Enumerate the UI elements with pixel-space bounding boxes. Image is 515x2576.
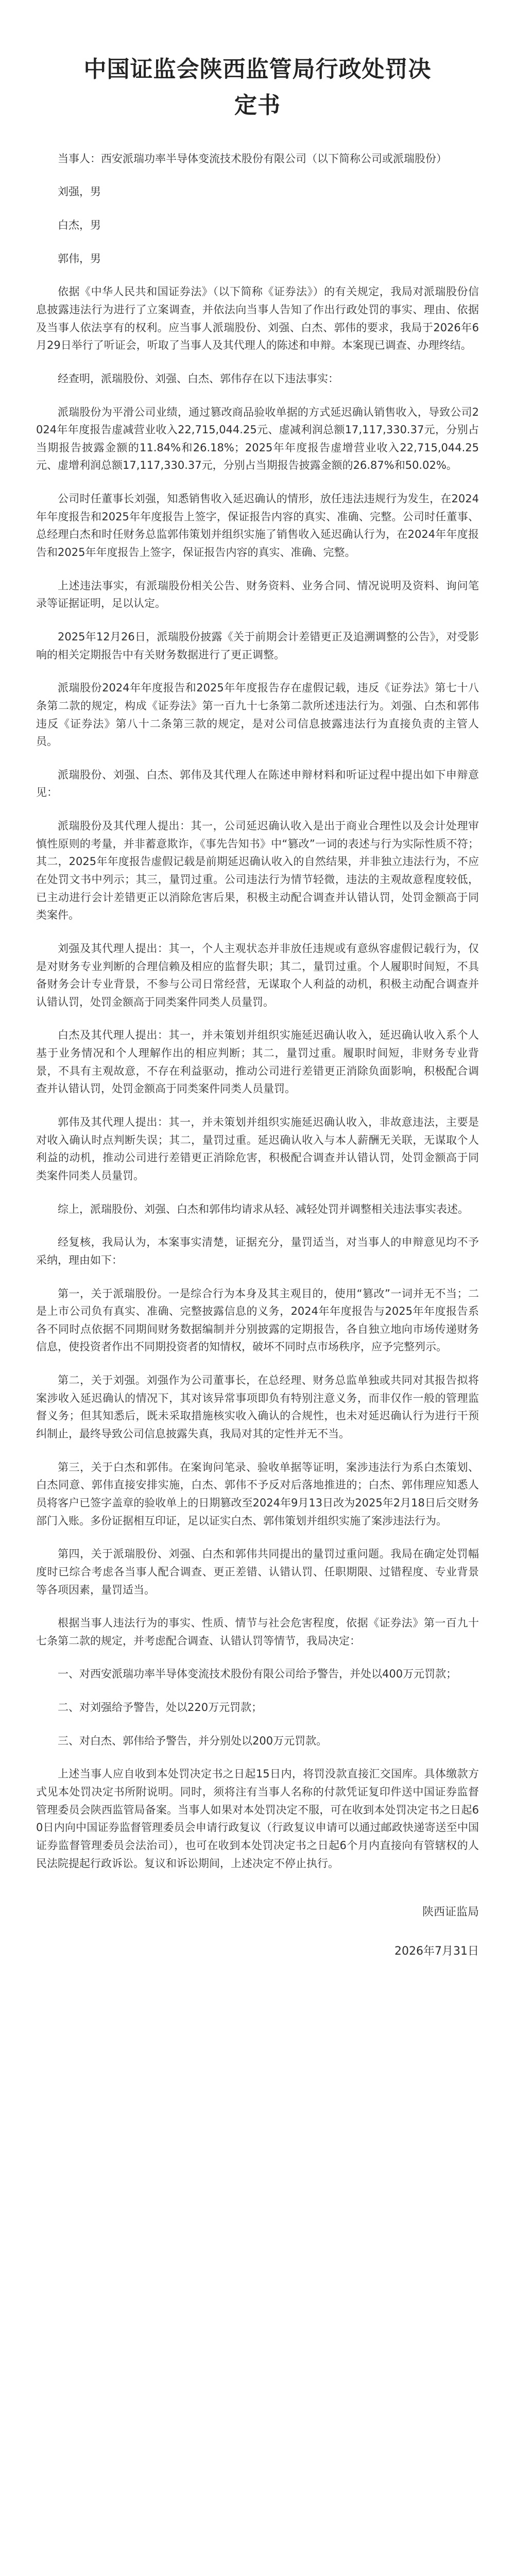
document-paragraph: 刘强，男 (58, 185, 101, 198)
issue-date: 2026年7月31日 (394, 1945, 479, 1958)
document-paragraph: 根据当事人违法行为的事实、性质、情节与社会危害程度，依据《证券法》第一百九十七条第二款的规定，并考虑配合调查、认错认罚等情节，我局决定： (36, 1617, 479, 1647)
document-paragraph: 依据《中华人民共和国证券法》（以下简称《证券法》）的有关规定，我局对派瑞股份信息披露违法行为进行了立案调查，并依法向当事人告知了作出行政处罚的事实、理由、依据及当事人依法享有的权利。应当事人派瑞股份、刘强、白杰、郭伟的要求，我局于2026年6月29日举行了听证会，听取了当事人及其代理人的陈述和申辩。本案现已调查、办理终结。 (36, 285, 479, 352)
document-paragraph: 郭伟，男 (58, 252, 101, 265)
document-paragraph: 公司时任董事长刘强，知悉销售收入延迟确认的情形，放任违法违规行为发生，在2024年年度报告和2025年年度报告上签字，保证报告内容的真实、准确、完整。公司时任董事、总经理白杰和时任财务总监郭伟策划并组织实施了销售收入延迟确认行为，在2024年年度报告和2025年年度报告上签字，保证报告内容的真实、准确、完整。 (36, 493, 479, 559)
document-paragraph: 上述当事人应自收到本处罚决定书之日起15日内，将罚没款直接汇交国库。具体缴款方式见本处罚决定书所附说明。同时，须将注有当事人名称的付款凭证复印件送中国证券监督管理委员会陕西监管局备案。当事人如果对本处罚决定不服，可在收到本处罚决定书之日起60日内向中国证券监督管理委员会申请行政复议（行政复议申请可以通过邮政快递寄送至中国证券监督管理委员会法治司），也可在收到本处罚决定书之日起6个月内直接向有管辖权的人民法院提起行政诉讼。复议和诉讼期间，上述决定不停止执行。 (36, 1768, 479, 1870)
document-paragraph: 刘强及其代理人提出：其一，个人主观状态并非放任违规或有意纵容虚假记载行为，仅是对财务专业判断的合理信赖及相应的监督失职；其二，量罚过重。个人履职时间短，不具备财务会计专业背景，不参与公司日常经营，无谋取个人利益的动机，积极主动配合调查并认错认罚，处罚金额高于同类案件同类人员量罚。 (36, 942, 479, 1008)
document-paragraph: 一、对西安派瑞功率半导体变流技术股份有限公司给予警告，并处以400万元罚款； (58, 1668, 457, 1681)
document-paragraph: 第二，关于刘强。刘强作为公司董事长，在总经理、财务总监单独或共同对其报告拟将案涉收入延迟确认的情况下，其对该异常事项即负有特别注意义务，而非仅作一般的管理监督义务；但其知悉后，既未采取措施核实收入确认的合规性，也未对延迟确认行为进行干预纠制止，最终导致公司信息披露失真，我局对其的定性并无不当。 (36, 1374, 479, 1440)
document-paragraph: 上述违法事实，有派瑞股份相关公告、财务资料、业务合同、情况说明及资料、询问笔录等证据证明，足以认定。 (36, 579, 479, 610)
document-paragraph: 二、对刘强给予警告，处以220万元罚款； (58, 1701, 263, 1714)
issuing-authority: 陕西证监局 (422, 1906, 479, 1919)
document-paragraph: 白杰，男 (58, 219, 101, 232)
document-paragraph: 综上，派瑞股份、刘强、白杰和郭伟均请求从轻、减轻处罚并调整相关违法事实表述。 (58, 1202, 469, 1215)
document-paragraph: 当事人：西安派瑞功率半导体变流技术股份有限公司（以下简称公司或派瑞股份） (58, 152, 447, 165)
document-paragraph: 2025年12月26日，派瑞股份披露《关于前期会计差错更正及追溯调整的公告》，对受影响的相关定期报告中有关财务数据进行了更正调整。 (36, 630, 479, 661)
document-body (36, 150, 479, 1872)
document-paragraph: 派瑞股份、刘强、白杰、郭伟及其代理人在陈述申辩材料和听证过程中提出如下申辩意见： (36, 768, 479, 799)
document-paragraph: 郭伟及其代理人提出：其一，并未策划并组织实施延迟确认收入，非故意违法，主要是对收入确认时点判断失误；其二，量罚过重。延迟确认收入与本人薪酬无关联，无谋取个人利益的动机，推动公司进行差错更正消除危害，积极配合调查并认错认罚，处罚金额高于同类案件同类人员量罚。 (36, 1116, 479, 1182)
document-paragraph: 经查明，派瑞股份、刘强、白杰、郭伟存在以下违法事实： (58, 372, 339, 385)
document-paragraph: 派瑞股份2024年年度报告和2025年年度报告存在虚假记载，违反《证券法》第七十八条第二款的规定，构成《证券法》第一百九十七条第二款所述违法行为。刘强、白杰和郭伟违反《证券法》第八十二条第三款的规定，是对公司信息披露违法行为直接负责的主管人员。 (36, 682, 479, 748)
document-title: 中国证监会陕西监管局行政处罚决定书 (83, 56, 432, 119)
document-paragraph: 派瑞股份及其代理人提出：其一，公司延迟确认收入是出于商业合理性以及会计处理审慎性原则的考量，并非蓄意欺诈，《事先告知书》中“篡改”一词的表述与行为实际性质不符；其二，2025年年度报告虚假记载是前期延迟确认收入的自然结果，并非独立违法行为，不应在处罚文书中列示；其三，量罚过重。公司违法行为情节轻微，违法的主观故意程度较低，已主动进行会计差错更正以消除危害后果，积极主动配合调查并认错认罚，处罚金额高于同类案件。 (36, 820, 479, 922)
document-paragraph: 白杰及其代理人提出：其一，并未策划并组织实施延迟确认收入，延迟确认收入系个人基于业务情况和个人理解作出的相应判断；其二，量罚过重。履职时间短，非财务专业背景，不具有主观故意，不存在利益驱动，推动公司进行差错更正消除负面影响，积极配合调查并认错认罚，处罚金额高于同类案件同类人员量罚。 (36, 1029, 479, 1095)
document-paragraph: 三、对白杰、郭伟给予警告，并分别处以200万元罚款。 (58, 1734, 328, 1747)
document-paragraph: 第一，关于派瑞股份。一是综合行为本身及其主观目的，使用“篡改”一词并无不当；二是上市公司负有真实、准确、完整披露信息的义务，2024年年度报告与2025年年度报告系各不同时点依据不同期间财务数据编制并分别披露的定期报告，各自独立地向市场传递财务信息，使投资者作出不同期投资者的知情权，破坏不同时点市场秩序，应予完整列示。 (36, 1287, 479, 1353)
document-paragraph: 派瑞股份为平滑公司业绩，通过篡改商品验收单据的方式延迟确认销售收入，导致公司2024年年度报告虚减营业收入22,715,044.25元、虚减利润总额17,117,330.37元，分别占当期报告披露金额的11.84%和26.18%；2025年年度报告虚增营业收入22,715,044.25元、虚增利润总额17,117,330.37元，分别占当期报告披露金额的26.87%和50.02%。 (36, 405, 479, 472)
document-paragraph: 第三，关于白杰和郭伟。在案询问笔录、验收单据等证明，案涉违法行为系白杰策划、白杰同意、郭伟直接安排实施，白杰、郭伟不予反对后落地推进的；白杰、郭伟理应知悉人员将客户已签字盖章的验收单上的日期篡改至2024年9月13日改为2025年2月18日后交财务部门入账。多份证据相互印证，足以证实白杰、郭伟策划并组织实施了案涉违法行为。 (36, 1461, 479, 1527)
document-paragraph: 第四，关于派瑞股份、刘强、白杰和郭伟共同提出的量罚过重问题。我局在确定处罚幅度时已综合考虑各当事人配合调查、更正差错、认错认罚、任职期限、过错程度、专业背景等各项因素，量罚适当。 (36, 1548, 479, 1596)
document-paragraph: 经复核，我局认为，本案事实清楚，证据充分，量罚适当，对当事人的申辩意见均不予采纳，理由如下： (36, 1236, 479, 1266)
